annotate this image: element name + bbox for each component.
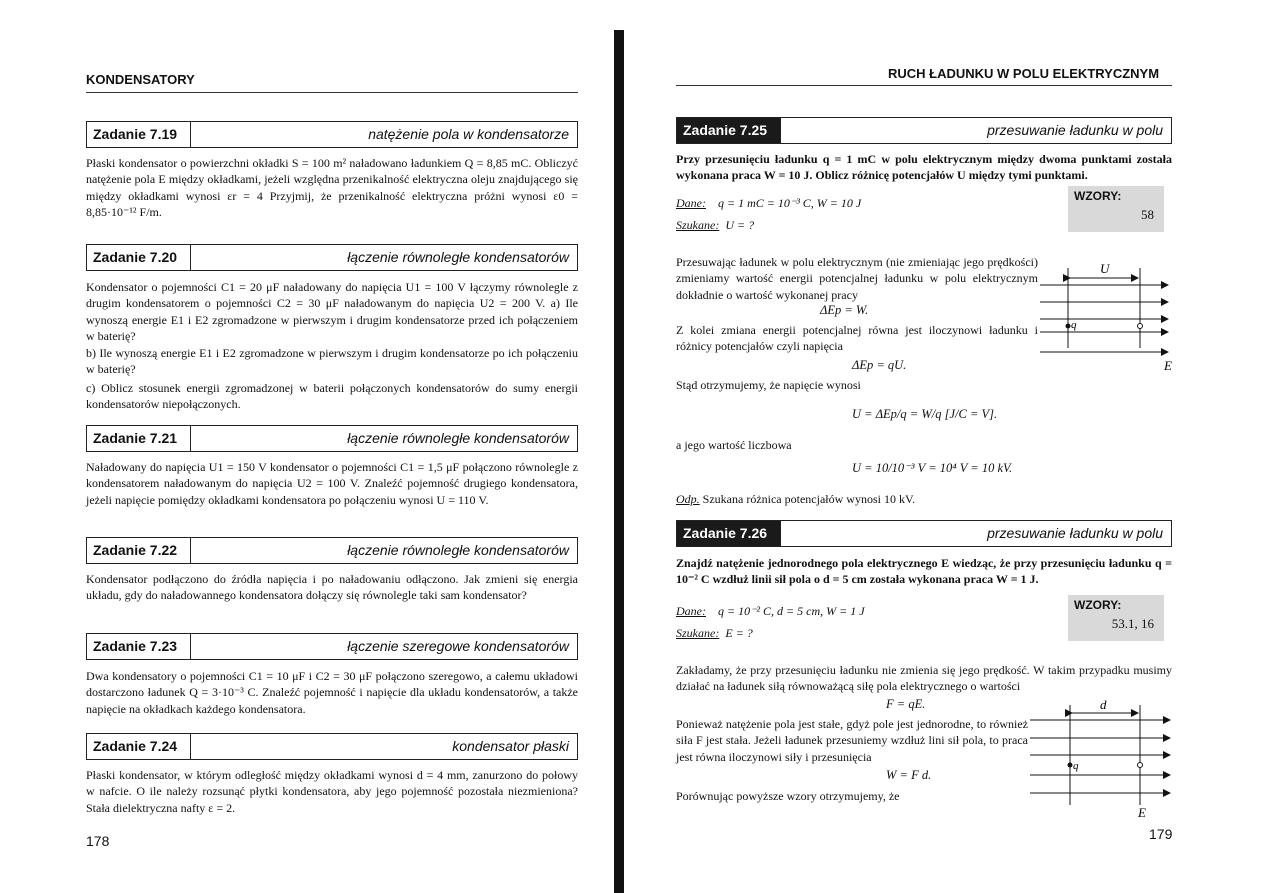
szukane-row [676,626,753,641]
task-topic: przesuwanie ładunku w polu [987,525,1163,541]
page-number: 178 [86,833,110,849]
dane-label: Dane: [676,604,706,618]
field-label: E [1138,805,1146,820]
dane-row [676,196,861,211]
task-text: Dwa kondensatory o pojemności C1 = 10 μF i C2 = 30 μF połączono szeregowo, a całemu układowi dostarczono ładunek Q = 3·10⁻³ C. Znaleźć pojemność i napięcie dla układu kondensatorów, a także napięcie na okładkach każdego kondensatora. [86,669,578,716]
task-title-box [86,633,578,660]
formula: F = qE. [886,697,926,711]
solution-text: Przesuwając ładunek w polu elektrycznym (nie zmieniając jego prędkości) zmieniamy wartość energii potencjalnej ładunku w polu elektrycznym dokładnie o wartość wykonanej pracy [676,255,1038,302]
szukane-label: Szukane: [676,626,720,640]
solution-text: Porównując powyższe wzory otrzymujemy, że [676,789,900,803]
task-topic: natężenie pola w kondensatorze [368,126,569,142]
header-rule [676,85,1172,86]
task-label: Zadanie 7.25 [677,118,781,143]
szukane-value: U = ? [725,218,755,232]
dane-row [676,604,865,619]
field-diagram [1040,258,1190,376]
charge-point [1066,324,1071,329]
task-title-box [676,520,1172,547]
wzory-box [1068,595,1164,641]
task-label: Zadanie 7.21 [87,426,191,451]
charge-end-point [1138,763,1143,768]
solution-text: Zakładamy, że przy przesunięciu ładunku nie zmienia się jego prędkość. W takim przypadku musimy działać na ładunek siłą równoważącą siłę pola elektrycznego o wartości [676,663,1172,694]
task-label: Zadanie 7.22 [87,538,191,563]
wzory-label: WZORY: [1074,598,1122,612]
formula: ΔEp = qU. [852,358,907,372]
task-label: Zadanie 7.19 [87,122,191,147]
task-question: Przy przesunięciu ładunku q = 1 mC w polu elektrycznym między dwoma punktami została wykonana praca W = 10 J. Oblicz różnicę potencjałów U między tymi punktami. [676,152,1172,183]
wzory-label: WZORY: [1074,189,1122,203]
dane-values: q = 10⁻² C, d = 5 cm, W = 1 J [718,604,865,618]
task-title-box [86,121,578,148]
field-diagram [1030,695,1190,820]
solution-text: Ponieważ natężenie pola jest stałe, gdyż pole jest jednorodne, to również siła F jest stała. Jeżeli ładunek przesuniemy wzdłuż lini sił pola, to praca jest równa iloczynowi siły i przesunięcia [676,717,1028,764]
task-text: Naładowany do napięcia U1 = 150 V kondensator o pojemności C1 = 1,5 μF połączono równolegle z kondensatorem naładowanym do napięcia U2 = 100 V. Znaleźć pojemność drugiego kondensatora, jeżeli napięcie pomiędzy okładkami kondensatora po połączeniu wynosi U = 110 V. [86,460,578,507]
header-rule [86,92,578,93]
task-title-box [86,244,578,271]
task-text-c: c) Oblicz stosunek energii zgromadzonej w baterii połączonych kondensatorów do sumy energii kondensatorów niepołączonych. [86,381,578,412]
task-topic: kondensator płaski [452,738,569,754]
szukane-value: E = ? [725,626,753,640]
wzory-box [1068,186,1164,232]
task-text: Kondensator o pojemności C1 = 20 μF naładowany do napięcia U1 = 100 V łączymy równolegle z drugim kondensatorem o pojemności C2 = 30 μF naładowanym do napięcia U2 = 200 V. a) Ile wynoszą energie E1 i E2 zgromadzone w pierwszym i drugim kondensatorze przed ich połączeniem w baterię? [86,280,578,343]
task-title-box [86,537,578,564]
formula: ΔEp = W. [820,303,869,317]
task-label: Zadanie 7.23 [87,634,191,659]
task-topic: łączenie równoległe kondensatorów [347,249,569,265]
right-page [630,0,1263,893]
charge-label: q [1071,319,1077,331]
task-label: Zadanie 7.20 [87,245,191,270]
task-topic: łączenie szeregowe kondensatorów [347,638,569,654]
field-label: E [1164,358,1172,373]
distance-label: U [1100,261,1110,276]
task-topic: przesuwanie ładunku w polu [987,122,1163,138]
task-text: Kondensator podłączono do źródła napięcia i po naładowaniu odłączono. Jak zmieni się energia układu, gdy do naładowannego kondensatora dołączy się równolegle taki sam kondensator? [86,572,578,603]
solution-text: Z kolei zmiana energii potencjalnej równa jest iloczynowi ładunku i różnicy potencjałów czyli napięcia [676,323,1038,354]
formula: U = ΔEp/q = W/q [J/C = V]. [852,407,998,421]
task-topic: łączenie równoległe kondensatorów [347,542,569,558]
answer-label: Odp. [676,492,700,506]
charge-point [1068,763,1073,768]
task-text: Płaski kondensator o powierzchni okładki S = 100 m² naładowano ładunkiem Q = 8,85 mC. Obliczyć natężenie pola E między okładkami, jeżeli względna przenikalność elektryczna oleju znajdującego się między okładkami wynosi εr = 4 Przyjmij, że przenikalność elektryczna próżni wynosi ε0 = 8,85·10⁻¹² F/m. [86,156,578,219]
page-number: 179 [1149,826,1173,842]
dane-values: q = 1 mC = 10⁻³ C, W = 10 J [718,196,862,210]
task-topic: łączenie równoległe kondensatorów [347,430,569,446]
task-title-box [86,425,578,452]
solution-text: Stąd otrzymujemy, że napięcie wynosi [676,378,861,392]
book-spine [614,30,624,893]
dane-label: Dane: [676,196,706,210]
task-label: Zadanie 7.24 [87,734,191,759]
task-title-box [676,117,1172,144]
charge-end-point [1138,324,1143,329]
formula: W = F d. [886,768,932,782]
task-question: Znajdź natężenie jednorodnego pola elektrycznego E wiedząc, że przy przesunięciu ładunku q = 10⁻² C wzdłuż linii sił pola o d = 5 cm została wykonana praca W = 1 J. [676,556,1172,587]
page-header: RUCH ŁADUNKU W POLU ELEKTRYCZNYM [888,66,1160,81]
answer-row [676,492,915,507]
task-text: Płaski kondensator, w którym odległość między okładkami wynosi d = 4 mm, zanurzono do połowy w nafcie. O ile należy rozsunąć płytki kondensatora, aby jego pojemność pozostała niezmieniona? Stała dielektryczna nafty ε = 2. [86,768,578,815]
solution-text: a jego wartość liczbowa [676,438,792,452]
wzory-value: 53.1, 16 [1111,616,1154,631]
task-label: Zadanie 7.26 [677,521,781,546]
task-title-box [86,733,578,760]
formula: U = 10/10⁻³ V = 10⁴ V = 10 kV. [852,461,1013,475]
answer-text: Szukana różnica potencjałów wynosi 10 kV. [702,492,916,506]
charge-label: q [1073,760,1079,772]
wzory-value: 58 [1141,207,1154,222]
page-header: KONDENSATORY [86,72,195,87]
task-text-b: b) Ile wynoszą energie E1 i E2 zgromadzone w pierwszym i drugim kondensatorze po ich połączeniu w baterię? [86,346,578,377]
szukane-row [676,218,754,233]
distance-label: d [1100,697,1107,712]
szukane-label: Szukane: [676,218,720,232]
left-page [0,0,610,893]
